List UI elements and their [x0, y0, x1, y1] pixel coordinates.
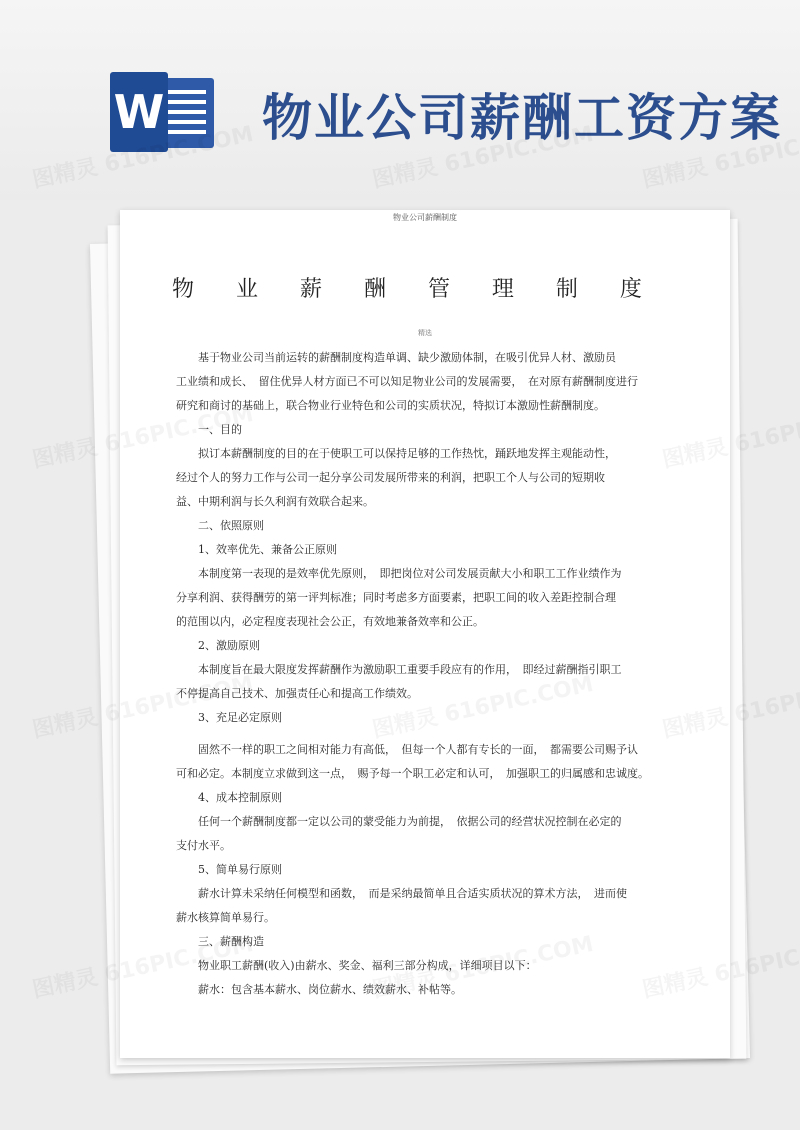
document-title-char: 制 [555, 277, 578, 302]
section-heading: 二、依照原则 [198, 519, 264, 532]
section-heading: 4、成本控制原则 [198, 791, 282, 804]
body-line: 物业职工薪酬(收入)由薪水、奖金、福利三部分构成，详细项目以下： [198, 959, 537, 972]
section-heading: 2、激励原则 [198, 639, 260, 652]
body-line: 经过个人的努力工作与公司一起分享公司发展所带来的利润，把职工个人与公司的短期收 [176, 471, 605, 484]
body-line: 工业绩和成长、 留住优异人材方面已不可以知足物业公司的发展需要， 在对原有薪酬制度进行 [176, 375, 638, 388]
document-title-char: 理 [491, 277, 514, 302]
body-line: 薪水：包含基本薪水、岗位薪水、绩效薪水、补帖等。 [198, 983, 462, 996]
document-page [120, 210, 730, 1058]
page-title: 物业公司薪酬工资方案 [262, 88, 782, 147]
section-heading: 1、效率优先、兼备公正原则 [198, 543, 337, 556]
document-title-char: 管 [427, 277, 450, 302]
body-line: 的范围以内，必定程度表现社会公正，有效地兼备效率和公正。 [176, 615, 484, 628]
document-title-char: 业 [235, 277, 258, 302]
body-line: 薪水计算未采纳任何模型和函数， 而是采纳最简单且合适实质状况的算术方法， 进而使 [198, 887, 627, 900]
document-title [172, 272, 642, 303]
body-line: 固然不一样的职工之间相对能力有高低， 但每一个人都有专长的一面， 都需要公司赐予认 [198, 743, 638, 756]
document-title-char: 薪 [299, 277, 322, 302]
body-line: 分享利润、获得酬劳的第一评判标准；同时考虑多方面要素，把职工间的收入差距控制合理 [176, 591, 616, 604]
body-line: 本制度第一表现的是效率优先原则， 即把岗位对公司发展贡献大小和职工工作业绩作为 [198, 567, 622, 580]
body-line: 益、中期利润与长久利润有效联合起来。 [176, 495, 374, 508]
section-heading: 一、目的 [198, 423, 242, 436]
document-title-char: 度 [619, 277, 642, 302]
word-icon-letter: W [110, 72, 168, 152]
body-line: 可和必定。本制度立求做到这一点， 赐予每一个职工必定和认可， 加强职工的归属感和忠诚度。 [176, 767, 649, 780]
document-subtitle: 精选 [418, 329, 432, 337]
running-head: 物业公司薪酬制度 [393, 213, 457, 222]
body-line: 任何一个薪酬制度都一定以公司的蒙受能力为前提， 依据公司的经营状况控制在必定的 [198, 815, 622, 828]
body-line: 不停提高自己技术、加强责任心和提高工作绩效。 [176, 687, 418, 700]
document-title-char: 酬 [363, 277, 386, 302]
body-line: 研究和商讨的基础上，联合物业行业特色和公司的实质状况，特拟订本激励性薪酬制度。 [176, 399, 605, 412]
body-line: 拟订本薪酬制度的目的在于使职工可以保持足够的工作热忱，踊跃地发挥主观能动性， [198, 447, 616, 460]
document-title-char: 物 [172, 277, 195, 302]
body-line: 基于物业公司当前运转的薪酬制度构造单调、缺少激励体制，在吸引优异人材、激励员 [198, 351, 616, 364]
body-line: 薪水核算简单易行。 [176, 911, 275, 924]
section-heading: 3、充足必定原则 [198, 711, 282, 724]
body-line: 本制度旨在最大限度发挥薪酬作为激励职工重要手段应有的作用， 即经过薪酬指引职工 [198, 663, 622, 676]
section-heading: 5、简单易行原则 [198, 863, 282, 876]
body-line: 支付水平。 [176, 839, 231, 852]
section-heading: 三、薪酬构造 [198, 935, 264, 948]
document-body [176, 346, 696, 1002]
